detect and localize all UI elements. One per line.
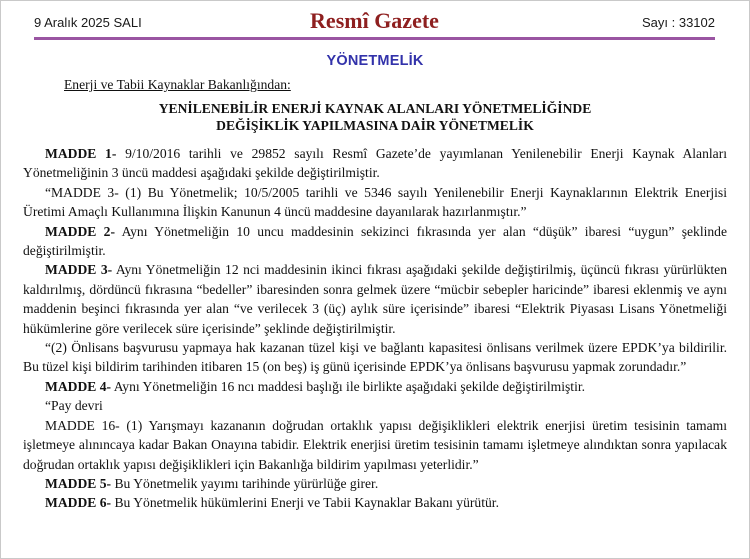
section-label: YÖNETMELİK (326, 53, 424, 69)
gazette-header (34, 10, 715, 34)
article-number: MADDE 5- (45, 475, 112, 491)
masthead-title: Resmî Gazete (310, 8, 439, 33)
article-paragraph (23, 222, 727, 261)
article-paragraph (23, 338, 727, 377)
article-text: “(2) Önlisans başvurusu yapmaya hak kazanan tüzel kişi ve bağlantı kapasitesi önlisans verilmek üzere EPDK’ya bildirilir. Bu tüzel kişi bildirim tarihinden itibaren 15 (on beş) iş günü içerisinde EPDK’ya önlisans başvurusu yapmak zorundadır.” (23, 340, 727, 375)
article-text: Aynı Yönetmeliğin 12 nci maddesinin ikinci fıkrası aşağıdaki şekilde değiştirilmiş, üçüncü fıkrası yürürlükten kaldırılmış, dördüncü fıkrasına “bedeller” ibaresinden sonra gelmek üzere “mücbir sebepler haricinde” ibaresi eklenmiş ve aynı maddenin beşinci fıkrasında yer alan “ve verilecek 3 (üç) aylık süre içerisinde” ibaresi “Elektrik Piyasası Lisans Yönetmeliği hükümlerine göre verilecek süre içerisinde” şeklinde değiştirilmiştir. (23, 262, 727, 336)
article-paragraph (23, 396, 727, 415)
article-text: “MADDE 3- (1) Bu Yönetmelik; 10/5/2005 tarihli ve 5346 sayılı Yenilenebilir Enerji Kaynaklarının Elektrik Enerjisi Üretimi Amaçlı Kullanımına İlişkin Kanunun 4 üncü maddesine dayanılarak hazırlanmıştır.” (23, 184, 727, 220)
article-paragraph (23, 260, 727, 338)
article-paragraph (23, 144, 727, 183)
article-number: MADDE 2- (45, 223, 115, 239)
article-number: MADDE 3- (45, 262, 113, 278)
article-text: “Pay devri (45, 398, 103, 414)
issue-number: Sayı : 33102 (642, 15, 715, 30)
article-text: Bu Yönetmelik hükümlerini Enerji ve Tabii Kaynaklar Bakanı yürütür. (111, 495, 499, 511)
header-rule (34, 37, 715, 40)
ministry-line: Enerji ve Tabii Kaynaklar Bakanlığından: (64, 77, 291, 92)
article-paragraph (23, 183, 727, 222)
article-number: MADDE 1- (45, 146, 117, 161)
regulation-title-line1: YENİLENEBİLİR ENERJİ KAYNAK ALANLARI YÖNETMELİĞİNDE (158, 101, 592, 116)
article-paragraph (23, 377, 727, 396)
regulation-title-line2: DEĞİŞİKLİK YAPILMASINA DAİR YÖNETMELİK (216, 118, 534, 133)
article-number: MADDE 4- (45, 378, 112, 394)
regulation-body (23, 144, 727, 513)
article-number: MADDE 6- (45, 495, 112, 511)
article-text: Aynı Yönetmeliğin 10 uncu maddesinin sekizinci fıkrasında yer alan “düşük” ibaresi “uygun” şeklinde değiştirilmiştir. (23, 223, 728, 259)
article-paragraph (23, 474, 727, 493)
article-paragraph (23, 416, 727, 474)
regulation-title (1, 100, 749, 134)
article-text: Bu Yönetmelik yayımı tarihinde yürürlüğe girer. (111, 475, 379, 491)
article-text: MADDE 16- (1) Yarışmayı kazananın doğrudan ortaklık yapısı değişiklikleri elektrik enerjisi üretim tesisinin tamamı işletmeye alınıncaya kadar Bakan Onayına tabidir. Elektrik enerjisi üretim tesisinin tamamı işletmeye alındıktan sonra yapılacak doğrudan ortaklık yapısı değişiklikleri için Bakanlığa bildirim yapılması yeterlidir.” (23, 417, 727, 472)
issue-date: 9 Aralık 2025 SALI (34, 15, 142, 30)
article-text: Aynı Yönetmeliğin 16 ncı maddesi başlığı ile birlikte aşağıdaki şekilde değiştirilmiştir. (111, 378, 586, 394)
article-text: 9/10/2016 tarihli ve 29852 sayılı Resmî Gazete’de yayımlanan Yenilenebilir Enerji Kaynak Alanları Yönetmeliğinin 3 üncü maddesi aşağıdaki şekilde değiştirilmiştir. (23, 146, 727, 181)
article-paragraph (23, 493, 727, 512)
